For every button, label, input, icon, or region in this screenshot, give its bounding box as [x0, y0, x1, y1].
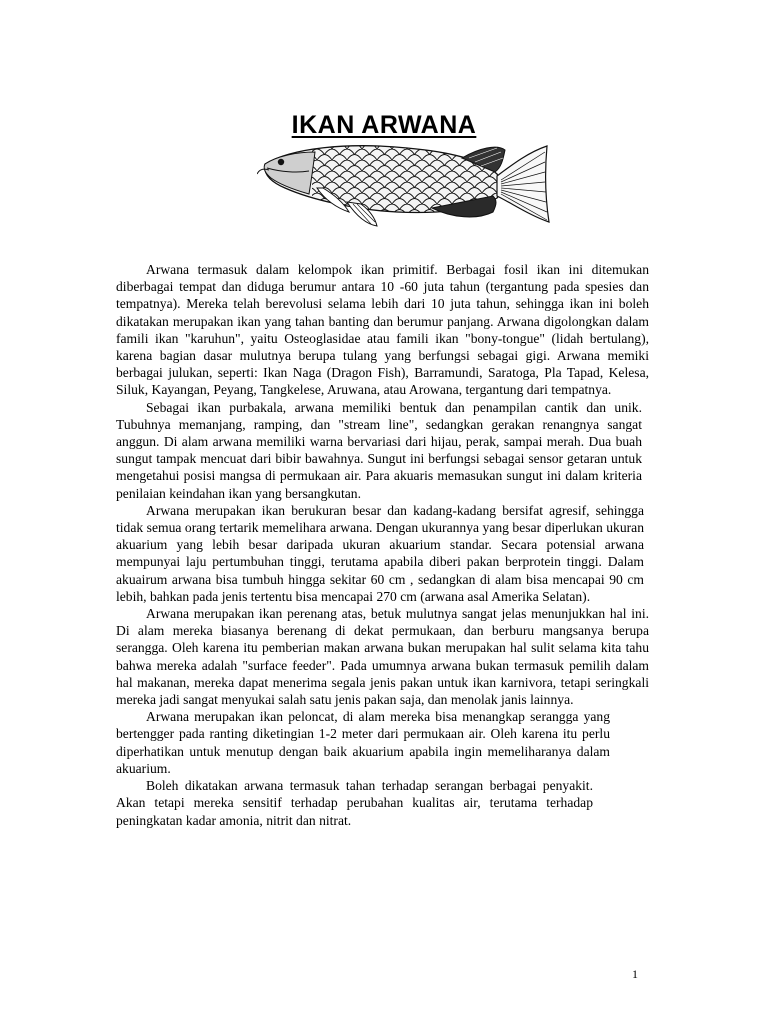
paragraph-6: Boleh dikatakan arwana termasuk tahan terhadap serangan berbagai penyakit. Akan tetapi mereka sensitif terhadap perubahan kualitas air, terutama terhadap peningkatan kadar amonia, nitrit dan nitrat.	[116, 778, 593, 828]
paragraph-2: Sebagai ikan purbakala, arwana memiliki bentuk dan penampilan cantik dan unik. Tubuhnya memanjang, ramping, dan "stream line", sedangkan gerakan renangnya sangat anggun. Di alam arwana memiliki warna bervariasi dari hijau, perak, sampai merah. Dua buah sungut tampak mencuat dari bibir bawahnya. Sungut ini berfungsi sebagai sensor getaran untuk mengetahui posisi mangsa di permukaan air. Para akuaris memasukan sungut ini dalam kriteria penilaian keindahan ikan yang bersangkutan.	[116, 399, 642, 501]
paragraph-5: Arwana merupakan ikan peloncat, di alam mereka bisa menangkap serangga yang bertengger pada ranting diketingian 1-2 meter dari permukaan air. Oleh karena itu perlu diperhatikan untuk menutup dengan baik akuarium apabila ingin memeliharanya dalam akuarium.	[116, 709, 610, 776]
page-number: 1	[632, 967, 638, 981]
paragraph-1: Arwana termasuk dalam kelompok ikan primitif. Berbagai fosil ikan ini ditemukan diberbagai tempat dan diduga berumur antara 10 -60 juta tahun (tergantung pada spesies dan tempatnya). Mereka telah berevolusi selama lebih dari 10 juta tahun, sehingga ikan ini boleh dikatakan merupakan ikan yang tahan banting dan berumur panjang. Arwana digolongkan dalam famili ikan "karuhun", yaitu Osteoglasidae atau famili ikan "bony-tongue" (lidah bertulang), karena bagian dasar mulutnya berupa tulang yang berfungsi sebagai gigi. Arwana memiki berbagai julukan, seperti: Ikan Naga (Dragon Fish), Barramundi, Saratoga, Pla Tapad, Kelesa, Siluk, Kayangan, Peyang, Tangkelese, Aruwana, atau Arowana, tergantung dari tempatnya.	[116, 262, 649, 398]
arowana-fish-illustration	[257, 138, 552, 234]
article-body	[116, 261, 649, 829]
paragraph-4: Arwana merupakan ikan perenang atas, betuk mulutnya sangat jelas menunjukkan hal ini. Di alam mereka biasanya berenang di dekat permukaan, dan berburu mangsanya berupa serangga. Oleh karena itu pemberian makan arwana bukan merupakan hal sulit selama kita tahu bahwa mereka adalah "surface feeder". Pada umumnya arwana bukan termasuk pemilih dalam hal makanan, mereka dapat menerima segala jenis pakan untuk ikan karnivora, tetapi seringkali mereka jadi sangat menyukai salah satu jenis pakan saja, dan menolak janis lainnya.	[116, 606, 649, 708]
document-title: IKAN ARWANA	[291, 110, 477, 139]
paragraph-3: Arwana merupakan ikan berukuran besar dan kadang-kadang bersifat agresif, sehingga tidak semua orang tertarik memelihara arwana. Dengan ukurannya yang besar diperlukan ukuran akuarium yang lebih besar daripada ukuran akuarium standar. Secara potensial arwana mempunyai laju pertumbuhan tinggi, terutama apabila diberi pakan berprotein tinggi. Dalam akuairum arwana bisa tumbuh hingga sekitar 60 cm , sedangkan di alam bisa mencapai 90 cm lebih, bahkan pada jenis tertentu bisa mencapai 270 cm (arwana asal Amerika Selatan).	[116, 502, 644, 604]
